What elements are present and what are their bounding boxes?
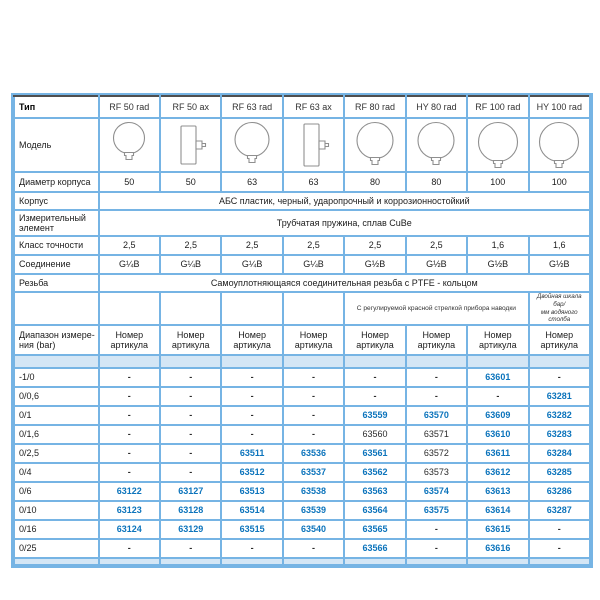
table-row — [14, 501, 590, 520]
article-number-cell: 63565 — [344, 520, 405, 539]
article-number-cell: 63286 — [529, 482, 590, 501]
table-row — [14, 463, 590, 482]
diameter-value: 80 — [406, 172, 467, 192]
element-row-label: Измерительный элемент — [14, 210, 99, 236]
article-number-cell: 63538 — [283, 482, 344, 501]
article-number-cell: 63566 — [344, 539, 405, 558]
measuring-range-label: -1/0 — [14, 368, 99, 387]
accuracy-value: 1,6 — [529, 236, 590, 255]
table-row — [14, 192, 590, 210]
measuring-range-label: 0/4 — [14, 463, 99, 482]
accuracy-value: 2,5 — [344, 236, 405, 255]
accuracy-row-label: Класс точности — [14, 236, 99, 255]
article-number-cell: 63573 — [406, 463, 467, 482]
measuring-range-label: 0/16 — [14, 520, 99, 539]
note-empty-cell — [99, 292, 160, 325]
model-row-label: Модель — [14, 118, 99, 172]
article-number-cell: 63128 — [160, 501, 221, 520]
article-number-cell: 63537 — [283, 463, 344, 482]
article-number-cell: 63560 — [344, 425, 405, 444]
article-number-cell: 63285 — [529, 463, 590, 482]
article-number-cell: - — [344, 368, 405, 387]
accuracy-value: 2,5 — [221, 236, 282, 255]
article-number-cell: - — [283, 425, 344, 444]
article-number-cell: 63127 — [160, 482, 221, 501]
article-number-header: Номер артикула — [467, 325, 528, 355]
article-number-cell: 63282 — [529, 406, 590, 425]
article-number-cell: - — [99, 539, 160, 558]
article-number-cell: 63571 — [406, 425, 467, 444]
article-number-cell: - — [406, 520, 467, 539]
article-number-cell: 63283 — [529, 425, 590, 444]
article-number-cell: 63511 — [221, 444, 282, 463]
table-row — [14, 355, 590, 368]
article-number-cell: 63609 — [467, 406, 528, 425]
band-cell — [221, 558, 282, 565]
accuracy-value: 2,5 — [99, 236, 160, 255]
measuring-range-label: 0/1 — [14, 406, 99, 425]
table-row — [14, 387, 590, 406]
column-header: RF 100 rad — [467, 96, 528, 118]
table-row — [14, 406, 590, 425]
table-row — [14, 292, 590, 325]
diameter-value: 50 — [99, 172, 160, 192]
red-pointer-note: С регулируемой красной стрелкой прибора наводки — [344, 292, 528, 325]
diameter-value: 80 — [344, 172, 405, 192]
article-number-cell: 63612 — [467, 463, 528, 482]
article-number-header: Номер артикула — [99, 325, 160, 355]
band-cell — [283, 558, 344, 565]
column-header: RF 63 ax — [283, 96, 344, 118]
column-header: RF 50 ax — [160, 96, 221, 118]
diameter-row-label: Диаметр корпуса — [14, 172, 99, 192]
model-cell — [344, 118, 405, 172]
band-cell — [14, 558, 99, 565]
table-row — [14, 539, 590, 558]
column-header: HY 80 rad — [406, 96, 467, 118]
diameter-value: 63 — [221, 172, 282, 192]
spec-table-wrapper — [11, 93, 593, 568]
article-number-cell: 63615 — [467, 520, 528, 539]
column-header: HY 100 rad — [529, 96, 590, 118]
body-value: АБС пластик, черный, ударопрочный и коррозионностойкий — [99, 192, 590, 210]
article-number-cell: - — [283, 539, 344, 558]
note-empty-cell — [160, 292, 221, 325]
band-cell — [406, 558, 467, 565]
article-number-header: Номер артикула — [221, 325, 282, 355]
band-cell — [160, 355, 221, 368]
article-number-cell: 63514 — [221, 501, 282, 520]
table-row — [14, 210, 590, 236]
article-number-cell: - — [99, 463, 160, 482]
article-number-cell: 63287 — [529, 501, 590, 520]
article-number-cell: - — [283, 368, 344, 387]
gauge-radial-icon — [536, 121, 582, 169]
measuring-range-label: 0/2,5 — [14, 444, 99, 463]
article-number-cell: 63575 — [406, 501, 467, 520]
thread-value: Самоуплотняющаяся соединительная резьба с PTFE - кольцом — [99, 274, 590, 292]
band-cell — [529, 355, 590, 368]
article-number-cell: - — [99, 444, 160, 463]
connection-value: G¼B — [160, 255, 221, 274]
table-row — [14, 236, 590, 255]
model-cell — [467, 118, 528, 172]
article-number-cell: - — [529, 539, 590, 558]
connection-value: G½B — [467, 255, 528, 274]
article-number-cell: 63124 — [99, 520, 160, 539]
table-row — [14, 520, 590, 539]
band-cell — [467, 355, 528, 368]
article-number-header: Номер артикула — [406, 325, 467, 355]
article-number-cell: - — [283, 406, 344, 425]
article-number-cell: 63614 — [467, 501, 528, 520]
article-number-cell: - — [221, 368, 282, 387]
article-number-cell: - — [221, 425, 282, 444]
column-header: RF 50 rad — [99, 96, 160, 118]
article-number-cell: 63561 — [344, 444, 405, 463]
gauge-radial-icon — [475, 121, 521, 169]
type-row-label: Тип — [14, 96, 99, 118]
article-number-cell: 63129 — [160, 520, 221, 539]
band-cell — [467, 558, 528, 565]
accuracy-value: 2,5 — [283, 236, 344, 255]
accuracy-value: 1,6 — [467, 236, 528, 255]
article-number-header: Номер артикула — [160, 325, 221, 355]
article-number-header: Номер артикула — [529, 325, 590, 355]
band-cell — [221, 355, 282, 368]
article-number-cell: 63563 — [344, 482, 405, 501]
dual-scale-note: Двойная шкала бар/ мм водяного столба — [529, 292, 590, 325]
connection-value: G½B — [406, 255, 467, 274]
gauge-radial-icon — [413, 121, 459, 169]
article-number-cell: 63540 — [283, 520, 344, 539]
table-row — [14, 425, 590, 444]
diameter-value: 50 — [160, 172, 221, 192]
article-number-cell: 63122 — [99, 482, 160, 501]
article-number-cell: 63610 — [467, 425, 528, 444]
article-number-cell: 63515 — [221, 520, 282, 539]
model-cell — [221, 118, 282, 172]
article-number-cell: - — [406, 368, 467, 387]
article-number-cell: - — [221, 406, 282, 425]
model-cell — [529, 118, 590, 172]
table-row — [14, 96, 590, 118]
table-row — [14, 325, 590, 355]
table-row — [14, 255, 590, 274]
article-number-cell: - — [221, 539, 282, 558]
note-empty-cell — [221, 292, 282, 325]
gauge-radial-icon — [352, 121, 398, 169]
article-number-cell: 63512 — [221, 463, 282, 482]
table-row — [14, 444, 590, 463]
article-number-cell: 63123 — [99, 501, 160, 520]
article-number-cell: - — [529, 520, 590, 539]
article-number-cell: - — [160, 539, 221, 558]
diameter-value: 100 — [529, 172, 590, 192]
connection-value: G½B — [529, 255, 590, 274]
connection-row-label: Соединение — [14, 255, 99, 274]
measuring-range-label: 0/1,6 — [14, 425, 99, 444]
measuring-range-label: 0/10 — [14, 501, 99, 520]
note-empty-cell — [14, 292, 99, 325]
band-cell — [99, 355, 160, 368]
table-row — [14, 274, 590, 292]
model-cell — [99, 118, 160, 172]
gauge-axial-icon — [168, 121, 214, 169]
connection-value: G¼B — [99, 255, 160, 274]
table-row — [14, 118, 590, 172]
article-number-cell: 63613 — [467, 482, 528, 501]
diameter-value: 100 — [467, 172, 528, 192]
model-cell — [406, 118, 467, 172]
article-number-header: Номер артикула — [283, 325, 344, 355]
article-number-cell: - — [160, 463, 221, 482]
article-number-cell: 63536 — [283, 444, 344, 463]
article-number-cell: - — [99, 368, 160, 387]
element-value: Трубчатая пружина, сплав CuBe — [99, 210, 590, 236]
band-cell — [344, 558, 405, 565]
table-row — [14, 558, 590, 565]
article-number-cell: 63513 — [221, 482, 282, 501]
article-number-cell: - — [160, 368, 221, 387]
measuring-range-label: 0/25 — [14, 539, 99, 558]
accuracy-value: 2,5 — [160, 236, 221, 255]
article-number-cell: - — [406, 539, 467, 558]
note-empty-cell — [283, 292, 344, 325]
thread-row-label: Резьба — [14, 274, 99, 292]
gauge-axial-icon — [291, 121, 337, 169]
article-number-cell: 63559 — [344, 406, 405, 425]
article-number-cell: 63572 — [406, 444, 467, 463]
band-cell — [14, 355, 99, 368]
band-cell — [283, 355, 344, 368]
article-number-cell: 63539 — [283, 501, 344, 520]
article-number-cell: - — [160, 425, 221, 444]
article-number-cell: 63284 — [529, 444, 590, 463]
article-number-cell: 63611 — [467, 444, 528, 463]
article-number-cell: 63562 — [344, 463, 405, 482]
range-header-label: Диапазон измере- ния (bar) — [14, 325, 99, 355]
band-cell — [406, 355, 467, 368]
article-number-cell: 63616 — [467, 539, 528, 558]
article-number-cell: - — [221, 387, 282, 406]
article-number-cell: - — [160, 406, 221, 425]
model-cell — [283, 118, 344, 172]
band-cell — [344, 355, 405, 368]
band-cell — [160, 558, 221, 565]
measuring-range-label: 0/0,6 — [14, 387, 99, 406]
measuring-range-label: 0/6 — [14, 482, 99, 501]
column-header: RF 63 rad — [221, 96, 282, 118]
article-number-cell: - — [99, 387, 160, 406]
article-number-cell: - — [160, 444, 221, 463]
article-number-cell: 63601 — [467, 368, 528, 387]
article-number-cell: 63574 — [406, 482, 467, 501]
article-number-header: Номер артикула — [344, 325, 405, 355]
article-number-cell: 63564 — [344, 501, 405, 520]
article-number-cell: - — [283, 387, 344, 406]
table-row — [14, 368, 590, 387]
band-cell — [99, 558, 160, 565]
accuracy-value: 2,5 — [406, 236, 467, 255]
article-number-cell: - — [99, 406, 160, 425]
article-number-cell: 63281 — [529, 387, 590, 406]
connection-value: G½B — [344, 255, 405, 274]
model-cell — [160, 118, 221, 172]
gauge-radial-icon — [106, 121, 152, 169]
band-cell — [529, 558, 590, 565]
article-number-cell: - — [406, 387, 467, 406]
article-number-cell: - — [160, 387, 221, 406]
article-number-cell: - — [344, 387, 405, 406]
body-row-label: Корпус — [14, 192, 99, 210]
gauge-spec-table — [13, 95, 591, 566]
article-number-cell: 63570 — [406, 406, 467, 425]
column-header: RF 80 rad — [344, 96, 405, 118]
gauge-radial-icon — [229, 121, 275, 169]
article-number-cell: - — [99, 425, 160, 444]
connection-value: G¼B — [283, 255, 344, 274]
connection-value: G¼B — [221, 255, 282, 274]
article-number-cell: - — [467, 387, 528, 406]
table-row — [14, 172, 590, 192]
article-number-cell: - — [529, 368, 590, 387]
diameter-value: 63 — [283, 172, 344, 192]
table-row — [14, 482, 590, 501]
